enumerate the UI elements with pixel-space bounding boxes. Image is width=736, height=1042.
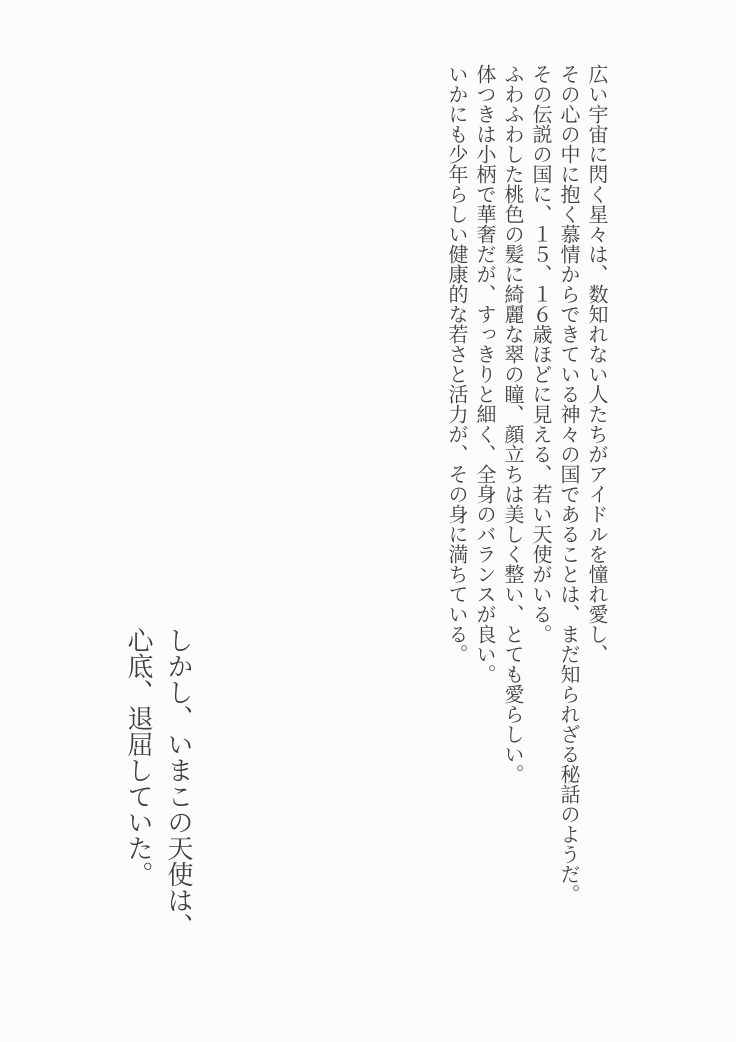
main-text-line-4: ふわふわした桃色の髪に綺麗な翠の瞳、顔立ちは美しく整い、とても愛らしい。 [501, 64, 523, 784]
closing-text-block [118, 627, 198, 967]
closing-text-line-1: しかし、いまこの天使は、 [164, 627, 193, 939]
main-text-line-2: その心の中に抱く慕情からできている神々の国であることは、まだ知られざる秘話のようだ。 [557, 64, 579, 904]
main-text-line-6: いかにも少年らしい健康的な若さと活力が、その身に満ちている。 [445, 64, 467, 664]
main-text-block [442, 64, 610, 924]
main-text-line-3: その伝説の国に、１５、１６歳ほどに見える、若い天使がいる。 [529, 64, 551, 644]
main-text-line-5: 体つきは小柄で華奢だが、すっきりと細く、全身のバランスが良い。 [473, 64, 495, 684]
closing-text-line-2: 心底、退屈していた。 [124, 627, 153, 887]
main-text-line-1: 広い宇宙に閃く星々は、数知れない人たちがアイドルを憧れ愛し、 [585, 64, 607, 664]
